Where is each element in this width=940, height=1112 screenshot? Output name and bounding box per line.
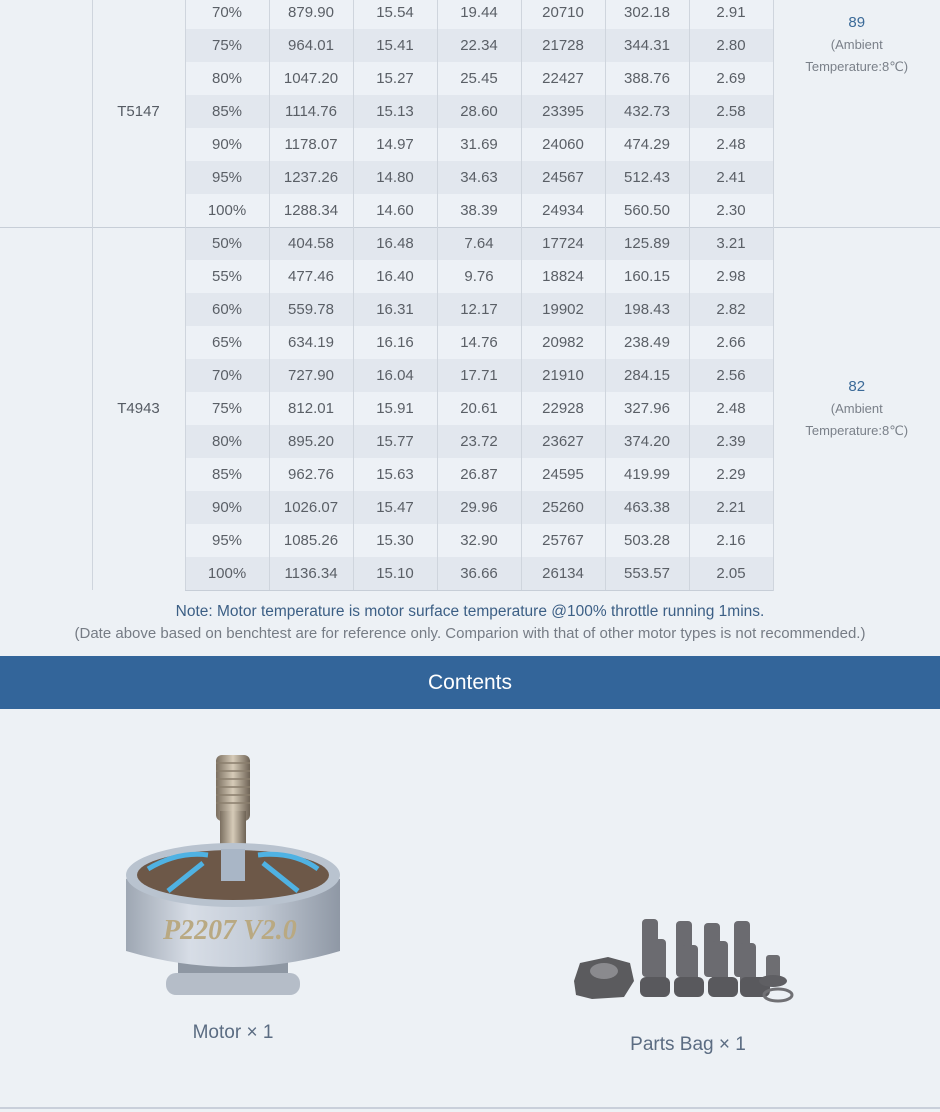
table-cell: 2.29 — [689, 458, 773, 491]
table-cell: 15.10 — [353, 557, 437, 590]
table-row — [0, 227, 940, 260]
table-cell: 60% — [185, 293, 269, 326]
table-cell: 474.29 — [605, 128, 689, 161]
table-cell: 85% — [185, 95, 269, 128]
table-cell: 34.63 — [437, 161, 521, 194]
note-primary-text: Note: Motor temperature is motor surface temperature @100% throttle running 1mins. — [175, 603, 765, 620]
table-cell: 19902 — [521, 293, 605, 326]
table-cell: 962.76 — [269, 458, 353, 491]
table-cell: 14.97 — [353, 128, 437, 161]
table-cell: 374.20 — [605, 425, 689, 458]
table-cell: 15.77 — [353, 425, 437, 458]
table-cell: 80% — [185, 425, 269, 458]
table-cell: 2.05 — [689, 557, 773, 590]
motor-quantity-label: Motor × 1 — [192, 1022, 274, 1043]
table-cell: 2.56 — [689, 359, 773, 392]
table-cell: 2.58 — [689, 95, 773, 128]
table-cell: 2.69 — [689, 62, 773, 95]
table-cell: 15.13 — [353, 95, 437, 128]
motor-temperature-cell — [773, 0, 940, 227]
table-cell: 15.47 — [353, 491, 437, 524]
table-cell: 2.98 — [689, 260, 773, 293]
table-cell: 14.80 — [353, 161, 437, 194]
contents-section — [0, 709, 940, 1109]
table-cell: 1026.07 — [269, 491, 353, 524]
table-cell: 32.90 — [437, 524, 521, 557]
test-note — [0, 591, 940, 656]
table-cell: 29.96 — [437, 491, 521, 524]
table-cell: 634.19 — [269, 326, 353, 359]
motor-image-icon — [118, 751, 348, 1013]
table-cell: 17724 — [521, 227, 605, 260]
svg-text:P2207 V2.0: P2207 V2.0 — [163, 915, 297, 946]
table-cell: 20710 — [521, 0, 605, 29]
table-cell: 2.41 — [689, 161, 773, 194]
table-cell: 2.30 — [689, 194, 773, 227]
table-cell: 95% — [185, 161, 269, 194]
table-cell: 85% — [185, 458, 269, 491]
table-cell: 302.18 — [605, 0, 689, 29]
table-cell: 23395 — [521, 95, 605, 128]
table-cell: 432.73 — [605, 95, 689, 128]
table-cell: 36.66 — [437, 557, 521, 590]
table-cell: 2.21 — [689, 491, 773, 524]
table-cell: 16.16 — [353, 326, 437, 359]
table-cell: 15.27 — [353, 62, 437, 95]
table-cell: 65% — [185, 326, 269, 359]
table-cell: 16.31 — [353, 293, 437, 326]
table-cell: 1178.07 — [269, 128, 353, 161]
contents-section-header: Contents — [0, 656, 940, 709]
table-cell: 2.66 — [689, 326, 773, 359]
table-cell: 100% — [185, 194, 269, 227]
table-cell: 463.38 — [605, 491, 689, 524]
table-cell: 20.61 — [437, 392, 521, 425]
table-cell: 24934 — [521, 194, 605, 227]
table-cell: 15.91 — [353, 392, 437, 425]
table-cell: 14.60 — [353, 194, 437, 227]
table-cell: 75% — [185, 392, 269, 425]
table-cell: 2.80 — [689, 29, 773, 62]
table-cell: 80% — [185, 62, 269, 95]
table-cell: 503.28 — [605, 524, 689, 557]
table-cell: 895.20 — [269, 425, 353, 458]
table-cell: 70% — [185, 0, 269, 29]
table-cell: 26.87 — [437, 458, 521, 491]
propeller-model-cell: T4943 — [92, 227, 185, 590]
table-cell: 21910 — [521, 359, 605, 392]
motor-temperature-cell — [773, 227, 940, 590]
table-cell: 404.58 — [269, 227, 353, 260]
table-cell: 31.69 — [437, 128, 521, 161]
table-cell: 25.45 — [437, 62, 521, 95]
parts-bag-image-icon — [568, 911, 808, 1011]
table-cell: 1114.76 — [269, 95, 353, 128]
table-cell: 2.82 — [689, 293, 773, 326]
table-cell: 15.54 — [353, 0, 437, 29]
table-margin — [0, 227, 92, 590]
parts-bag-quantity-label: Parts Bag × 1 — [630, 1034, 746, 1055]
table-cell: 1047.20 — [269, 62, 353, 95]
note-disclaimer-text: (Date above based on benchtest are for reference only. Comparion with that of other motor types is not recommended.) — [74, 625, 866, 642]
table-cell: 1136.34 — [269, 557, 353, 590]
table-cell: 1085.26 — [269, 524, 353, 557]
table-cell: 12.17 — [437, 293, 521, 326]
table-margin — [0, 0, 92, 227]
table-cell: 553.57 — [605, 557, 689, 590]
table-row — [0, 0, 940, 29]
table-cell: 55% — [185, 260, 269, 293]
table-cell: 24595 — [521, 458, 605, 491]
table-cell: 70% — [185, 359, 269, 392]
ambient-temperature-note: (Ambient Temperature:8℃) — [805, 400, 909, 438]
table-cell: 9.76 — [437, 260, 521, 293]
table-cell: 327.96 — [605, 392, 689, 425]
table-cell: 28.60 — [437, 95, 521, 128]
table-cell: 2.48 — [689, 128, 773, 161]
table-cell: 812.01 — [269, 392, 353, 425]
table-cell: 160.15 — [605, 260, 689, 293]
table-cell: 419.99 — [605, 458, 689, 491]
table-cell: 38.39 — [437, 194, 521, 227]
table-cell: 16.04 — [353, 359, 437, 392]
table-cell: 2.48 — [689, 392, 773, 425]
table-cell: 1288.34 — [269, 194, 353, 227]
table-cell: 388.76 — [605, 62, 689, 95]
table-cell: 15.63 — [353, 458, 437, 491]
table-cell: 560.50 — [605, 194, 689, 227]
table-cell: 21728 — [521, 29, 605, 62]
table-cell: 26134 — [521, 557, 605, 590]
table-cell: 20982 — [521, 326, 605, 359]
table-cell: 25260 — [521, 491, 605, 524]
table-cell: 238.49 — [605, 326, 689, 359]
table-cell: 25767 — [521, 524, 605, 557]
table-cell: 7.64 — [437, 227, 521, 260]
table-cell: 198.43 — [605, 293, 689, 326]
table-cell: 23.72 — [437, 425, 521, 458]
table-cell: 559.78 — [269, 293, 353, 326]
temperature-value: 82 — [848, 377, 866, 395]
contents-item-parts-bag — [568, 911, 808, 1056]
table-cell: 16.40 — [353, 260, 437, 293]
table-cell: 19.44 — [437, 0, 521, 29]
table-cell: 2.39 — [689, 425, 773, 458]
table-cell: 90% — [185, 491, 269, 524]
table-cell: 15.41 — [353, 29, 437, 62]
propeller-model-cell: T5147 — [92, 0, 185, 227]
table-cell: 2.16 — [689, 524, 773, 557]
table-cell: 1237.26 — [269, 161, 353, 194]
table-cell: 477.46 — [269, 260, 353, 293]
table-cell: 23627 — [521, 425, 605, 458]
ambient-temperature-note: (Ambient Temperature:8℃) — [805, 37, 909, 74]
table-cell: 15.30 — [353, 524, 437, 557]
table-cell: 879.90 — [269, 0, 353, 29]
table-cell: 50% — [185, 227, 269, 260]
table-cell: 14.76 — [437, 326, 521, 359]
table-cell: 90% — [185, 128, 269, 161]
contents-item-motor — [118, 751, 348, 1044]
table-cell: 95% — [185, 524, 269, 557]
table-cell: 284.15 — [605, 359, 689, 392]
table-cell: 24060 — [521, 128, 605, 161]
table-cell: 125.89 — [605, 227, 689, 260]
table-cell: 3.21 — [689, 227, 773, 260]
table-cell: 16.48 — [353, 227, 437, 260]
section-divider — [0, 1107, 940, 1109]
table-cell: 18824 — [521, 260, 605, 293]
table-cell: 2.91 — [689, 0, 773, 29]
table-cell: 964.01 — [269, 29, 353, 62]
table-cell: 512.43 — [605, 161, 689, 194]
table-cell: 22427 — [521, 62, 605, 95]
table-cell: 100% — [185, 557, 269, 590]
temperature-value: 89 — [848, 14, 866, 31]
table-cell: 75% — [185, 29, 269, 62]
table-cell: 24567 — [521, 161, 605, 194]
table-cell: 22928 — [521, 392, 605, 425]
table-cell: 17.71 — [437, 359, 521, 392]
table-cell: 22.34 — [437, 29, 521, 62]
table-cell: 344.31 — [605, 29, 689, 62]
table-cell: 727.90 — [269, 359, 353, 392]
